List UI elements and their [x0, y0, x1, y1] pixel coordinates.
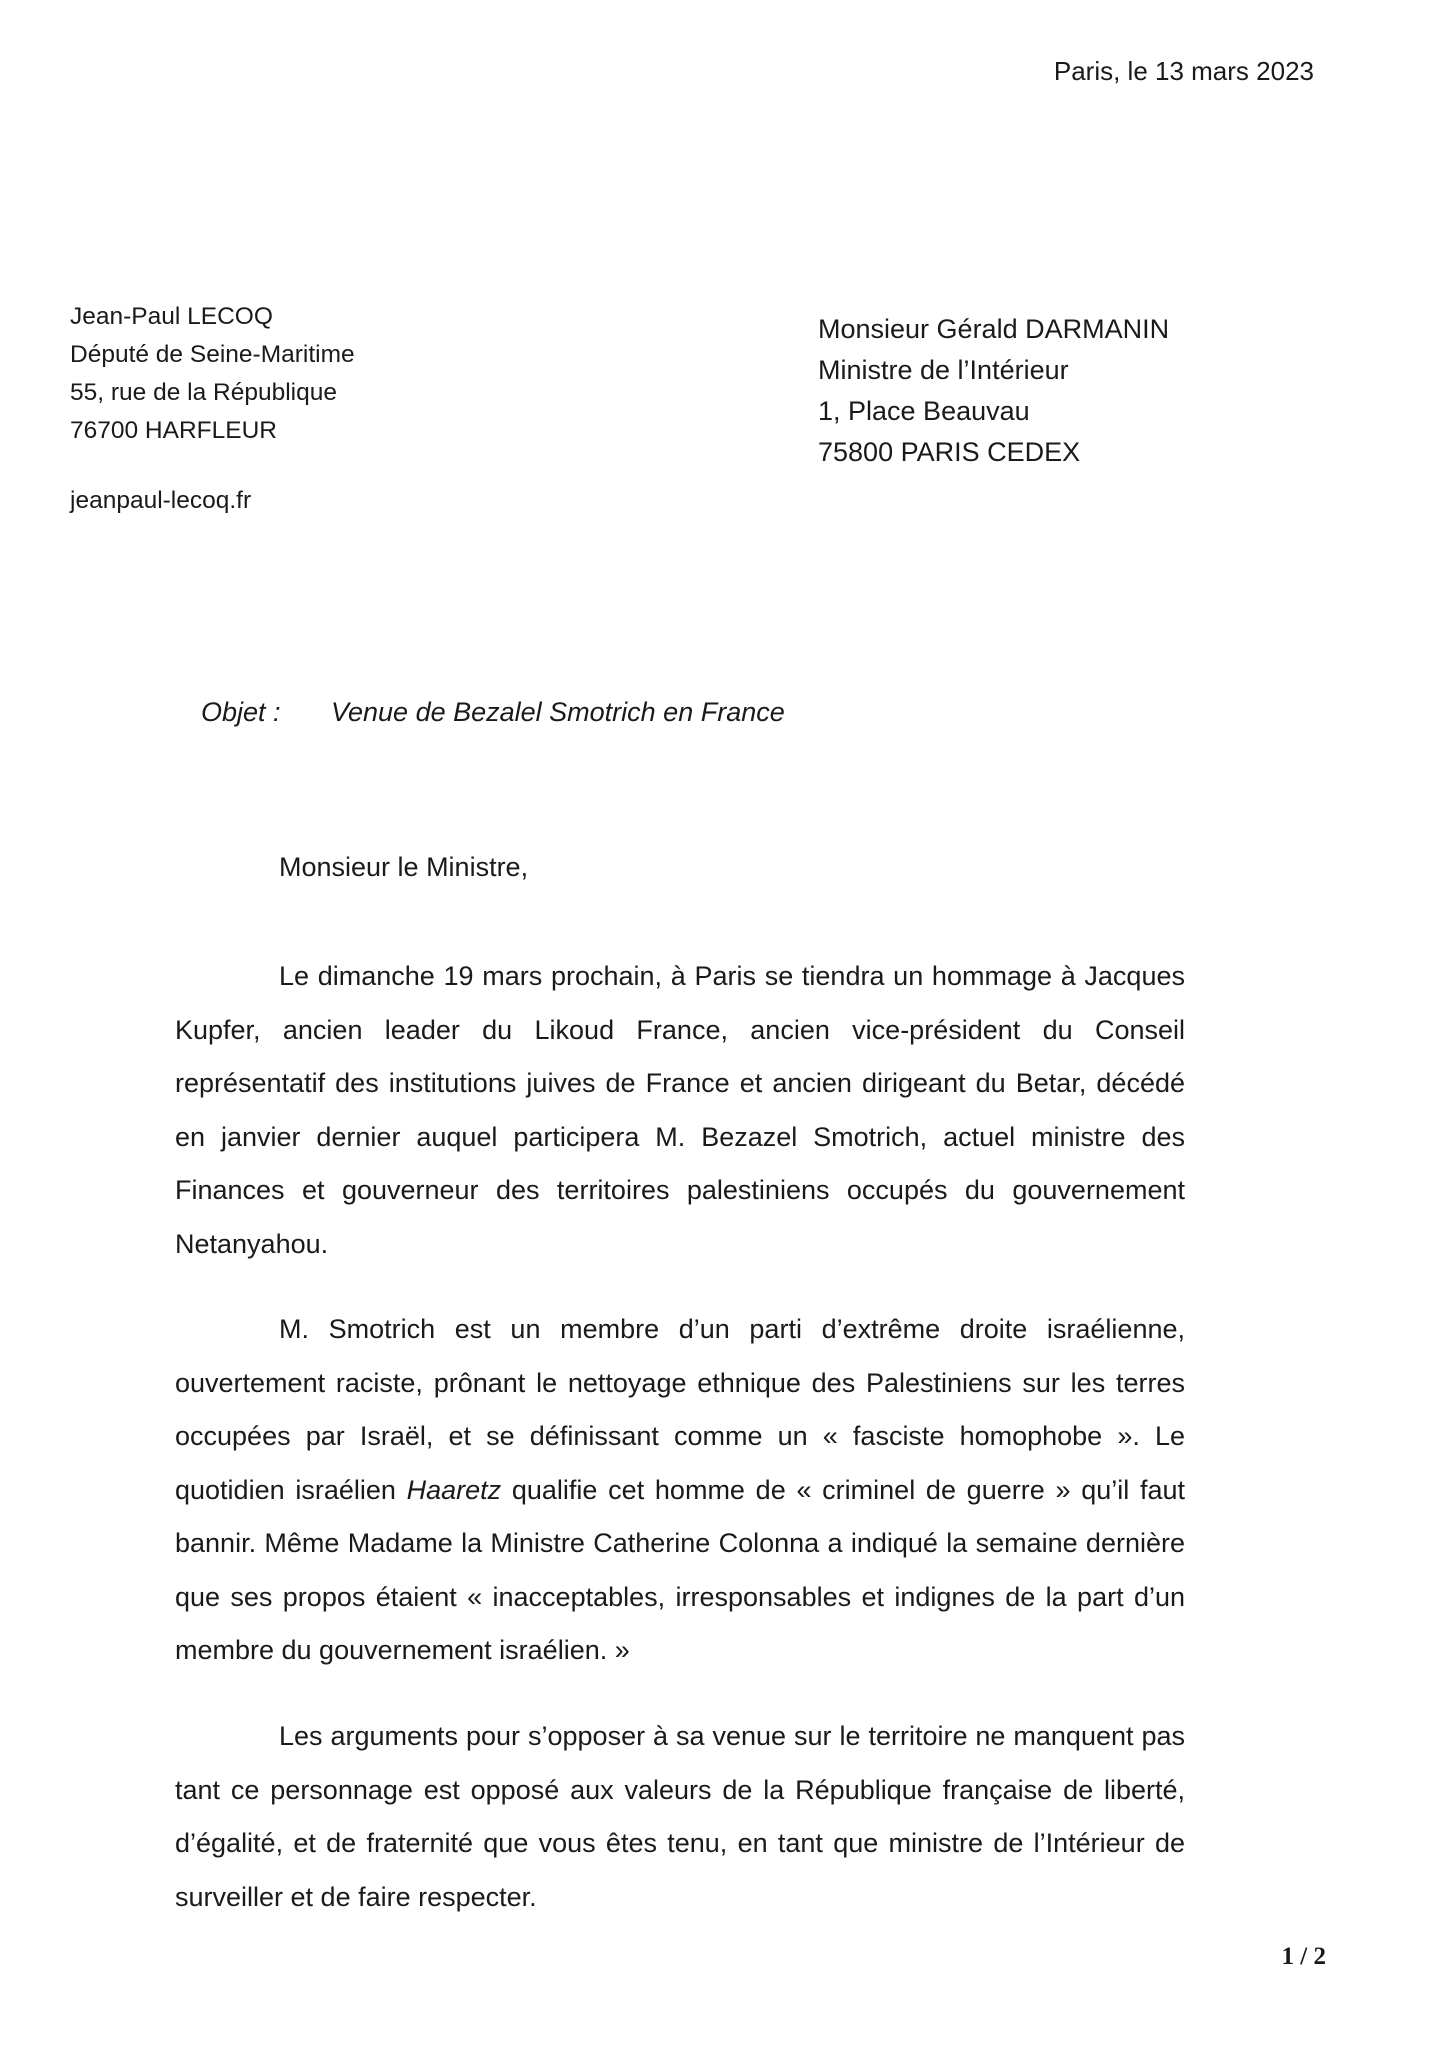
letter-date: Paris, le 13 mars 2023	[1053, 56, 1314, 86]
sender-block	[70, 298, 355, 520]
paragraph-2-part-1: M. Smotrich est un membre d’un parti d’extrême droite israélienne, ouvertement raciste, prônant le nettoyage ethnique des Palestiniens sur les terres occupées par Israël, et se définissant comme un « fasciste homophobe ». Le quotidien israélien	[175, 1314, 1185, 1505]
sender-website: jeanpaul-lecoq.fr	[70, 487, 252, 514]
paragraph-2-part-2: qualifie cet homme de « criminel de guerre » qu’il faut bannir. Même Madame la Ministre Catherine Colonna a indiqué la semaine dernière que ses propos étaient « inacceptables, irresponsables et indignes de la part d’un membre du gouvernement israélien. »	[175, 1474, 1185, 1665]
sender-address-line2: 76700 HARFLEUR	[70, 417, 277, 444]
subject-label: Objet :	[201, 697, 281, 727]
recipient-block	[818, 309, 1169, 473]
newspaper-name: Haaretz	[406, 1474, 502, 1505]
subject-line	[201, 697, 785, 728]
recipient-name: Monsieur Gérald DARMANIN	[818, 314, 1170, 344]
salutation: Monsieur le Ministre,	[279, 852, 529, 882]
paragraph-2-container	[175, 1303, 1185, 1678]
subject-text: Venue de Bezalel Smotrich en France	[331, 697, 785, 727]
paragraph-3: Les arguments pour s’opposer à sa venue sur le territoire ne manquent pas tant ce personnage est opposé aux valeurs de la République française de liberté, d’égalité, et de fraternité que vous êtes tenu, en tant que ministre de l’Intérieur de surveiller et de faire respecter.	[175, 1721, 1185, 1912]
sender-title: Député de Seine-Maritime	[70, 341, 355, 368]
paragraph-3-container	[175, 1710, 1185, 1924]
recipient-title: Ministre de l’Intérieur	[818, 355, 1069, 385]
recipient-address-line2: 75800 PARIS CEDEX	[818, 437, 1081, 467]
sender-address-line1: 55, rue de la République	[70, 379, 337, 406]
sender-name: Jean-Paul LECOQ	[70, 303, 273, 330]
page-number: 1 / 2	[1281, 1943, 1326, 1970]
paragraph-2	[175, 1303, 1185, 1678]
paragraph-1-container	[175, 950, 1185, 1271]
paragraph-1: Le dimanche 19 mars prochain, à Paris se tiendra un hommage à Jacques Kupfer, ancien leader du Likoud France, ancien vice-président du Conseil représentatif des institutions juives de France et ancien dirigeant du Betar, décédé en janvier dernier auquel participera M. Bezazel Smotrich, actuel ministre des Finances et gouverneur des territoires palestiniens occupés du gouvernement Netanyahou.	[175, 961, 1185, 1259]
recipient-address-line1: 1, Place Beauvau	[818, 396, 1030, 426]
